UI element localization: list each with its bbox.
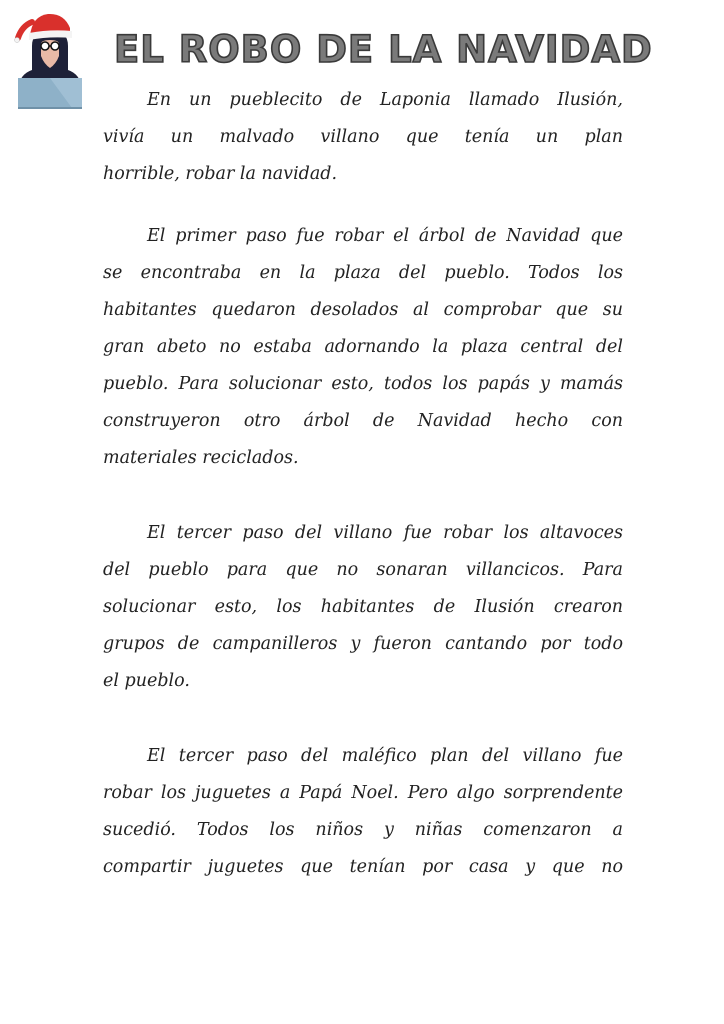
text-line: sucedió. Todos los niños y niñas comenzaron a: [103, 820, 623, 840]
text-line: vivía un malvado villano que tenía un plan: [103, 127, 623, 147]
text-line: el pueblo.: [103, 671, 190, 691]
text-line: En un pueblecito de Laponia llamado Ilusión,: [147, 90, 623, 110]
text-line: gran abeto no estaba adornando la plaza central del: [103, 337, 623, 357]
text-line: grupos de campanilleros y fueron cantando por todo: [103, 634, 623, 654]
text-line: del pueblo para que no sonaran villancicos. Para: [103, 560, 623, 580]
text-line: solucionar esto, los habitantes de Ilusión crearon: [103, 597, 623, 617]
text-line: se encontraba en la plaza del pueblo. Todos los: [103, 263, 623, 283]
paragraph-2: [103, 218, 623, 477]
document-title: EL ROBO DE LA NAVIDAD: [114, 28, 653, 71]
text-line: materiales reciclados.: [103, 448, 299, 468]
text-line: El primer paso fue robar el árbol de Navidad que: [147, 226, 623, 246]
paragraph-1: [103, 82, 623, 193]
text-line: El tercer paso del villano fue robar los altavoces: [147, 523, 623, 543]
villain-santa-hat-icon: [10, 8, 90, 110]
text-line: construyeron otro árbol de Navidad hecho con: [103, 411, 623, 431]
story-body: [103, 82, 623, 886]
text-line: horrible, robar la navidad.: [103, 164, 338, 184]
paragraph-3: [103, 515, 623, 700]
text-line: habitantes quedaron desolados al comprobar que su: [103, 300, 623, 320]
text-line: pueblo. Para solucionar esto, todos los papás y mamás: [103, 374, 623, 394]
paragraph-4: [103, 738, 623, 886]
text-line: compartir juguetes que tenían por casa y que no: [103, 857, 623, 877]
text-line: robar los juguetes a Papá Noel. Pero algo sorprendente: [103, 783, 623, 803]
text-line: El tercer paso del maléfico plan del villano fue: [147, 746, 623, 766]
